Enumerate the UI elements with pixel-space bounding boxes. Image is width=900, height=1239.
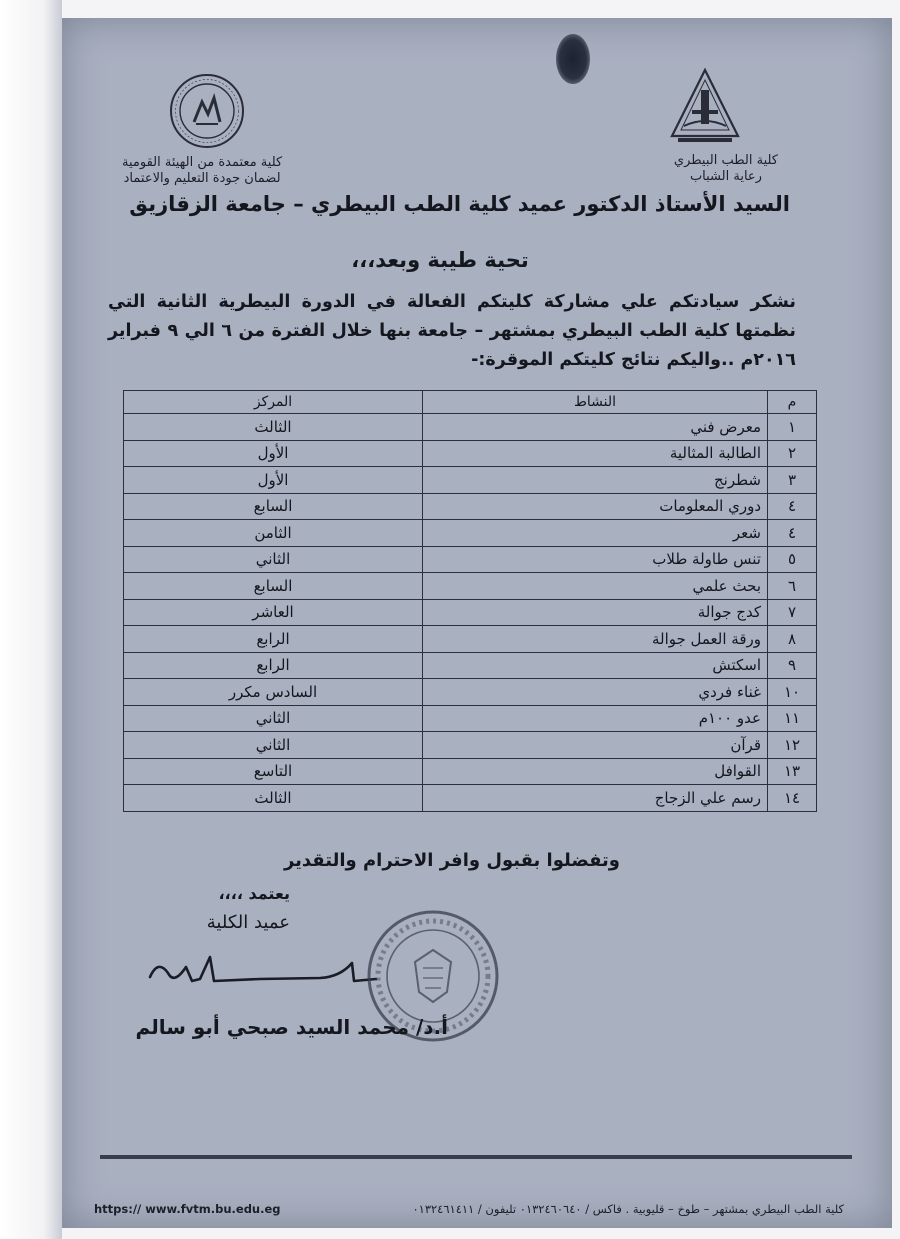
row-num: ١٠ (768, 679, 817, 706)
row-num: ٨ (768, 626, 817, 653)
faculty-name (674, 153, 778, 185)
youth-care-line: رعاية الشباب (689, 169, 762, 184)
row-num: ١١ (768, 705, 817, 732)
faculty-logo-icon (668, 66, 742, 146)
table-row (124, 520, 817, 547)
faculty-name-line: كلية الطب البيطري (673, 153, 778, 168)
letter-body: نشكر سيادتكم علي مشاركة كليتكم الفعالة في الدورة البيطرية الثانية التي نظمتها كلية الطب البيطري بمشتهر – جامعة بنها خلال الفترة من ٦ الي ٩ فبراير ٢٠١٦م ..واليكم نتائج كليتكم الموقرة:- (108, 292, 797, 370)
table-row (124, 414, 817, 441)
row-activity: بحث علمي (423, 573, 768, 600)
row-rank: الثاني (124, 705, 423, 732)
table-row (124, 573, 817, 600)
row-rank: الأول (124, 440, 423, 467)
table-row (124, 732, 817, 759)
accreditation-line-2: لضمان جودة التعليم والاعتماد (123, 171, 281, 186)
row-num: ٢ (768, 440, 817, 467)
row-num: ٥ (768, 546, 817, 573)
row-rank: العاشر (124, 599, 423, 626)
row-num: ٤ (768, 493, 817, 520)
results-table (123, 390, 817, 812)
table-row (124, 493, 817, 520)
punch-hole (556, 34, 590, 84)
row-num: ١٢ (768, 732, 817, 759)
table-row (124, 679, 817, 706)
table-header-row (124, 391, 817, 414)
row-rank: الثاني (124, 546, 423, 573)
row-activity: شطرنج (423, 467, 768, 494)
closing-regards: وتفضلوا بقبول وافر الاحترام والتقدير (283, 850, 620, 871)
accreditation-text (122, 155, 282, 187)
row-activity: القوافل (423, 758, 768, 785)
footer-address: كلية الطب البيطري بمشتهر – طوخ – قليوبية . فاكس / ٠١٣٢٤٦٠٦٤٠ تليفون / ٠١٣٢٤٦١٤١١ (412, 1202, 844, 1216)
row-rank: الثاني (124, 732, 423, 759)
dean-title: عميد الكلية (206, 912, 290, 933)
row-rank: الثامن (124, 520, 423, 547)
row-activity: عدو ١٠٠م (423, 705, 768, 732)
row-activity: معرض فني (423, 414, 768, 441)
row-rank: الأول (124, 467, 423, 494)
footer-website-link[interactable]: https:// www.fvtm.bu.edu.eg (94, 1202, 281, 1216)
approval-text: يعتمد ،،،، (218, 884, 290, 903)
table-row (124, 599, 817, 626)
table-row (124, 758, 817, 785)
row-activity: شعر (423, 520, 768, 547)
greeting: تحية طيبة وبعد،،، (351, 248, 529, 272)
footer-divider (100, 1155, 852, 1159)
row-rank: الثالث (124, 785, 423, 812)
row-rank: السابع (124, 573, 423, 600)
row-num: ٧ (768, 599, 817, 626)
table-row (124, 652, 817, 679)
row-num: ٤ (768, 520, 817, 547)
table-row (124, 785, 817, 812)
row-activity: كدج جوالة (423, 599, 768, 626)
row-activity: رسم علي الزجاج (423, 785, 768, 812)
row-num: ١٤ (768, 785, 817, 812)
table-row (124, 440, 817, 467)
row-num: ١٣ (768, 758, 817, 785)
row-activity: ورقة العمل جوالة (423, 626, 768, 653)
handwritten-signature-icon (140, 945, 380, 995)
row-num: ٩ (768, 652, 817, 679)
row-activity: غناء فردي (423, 679, 768, 706)
row-num: ٦ (768, 573, 817, 600)
row-rank: الرابع (124, 652, 423, 679)
row-num: ١ (768, 414, 817, 441)
header-activity: النشاط (423, 391, 768, 414)
row-activity: قرآن (423, 732, 768, 759)
accreditation-line-1: كلية معتمدة من الهيئة القومية (122, 155, 283, 170)
addressee-heading: السيد الأستاذ الدكتور عميد كلية الطب البيطري – جامعة الزقازيق (129, 192, 790, 216)
row-rank: السادس مكرر (124, 679, 423, 706)
row-rank: الرابع (124, 626, 423, 653)
row-activity: تنس طاولة طلاب (423, 546, 768, 573)
table-row (124, 546, 817, 573)
table-row (124, 467, 817, 494)
header-rank: المركز (124, 391, 423, 414)
table-row (124, 705, 817, 732)
dean-name: أ.د/ محمد السيد صبحي أبو سالم (135, 1015, 448, 1039)
row-num: ٣ (768, 467, 817, 494)
row-activity: دوري المعلومات (423, 493, 768, 520)
table-row (124, 626, 817, 653)
page-edge (0, 0, 62, 1239)
row-rank: السابع (124, 493, 423, 520)
row-rank: التاسع (124, 758, 423, 785)
row-activity: الطالبة المثالية (423, 440, 768, 467)
row-activity: اسكتش (423, 652, 768, 679)
header-num: م (768, 391, 817, 414)
quality-accreditation-seal-icon (168, 72, 246, 150)
row-rank: الثالث (124, 414, 423, 441)
